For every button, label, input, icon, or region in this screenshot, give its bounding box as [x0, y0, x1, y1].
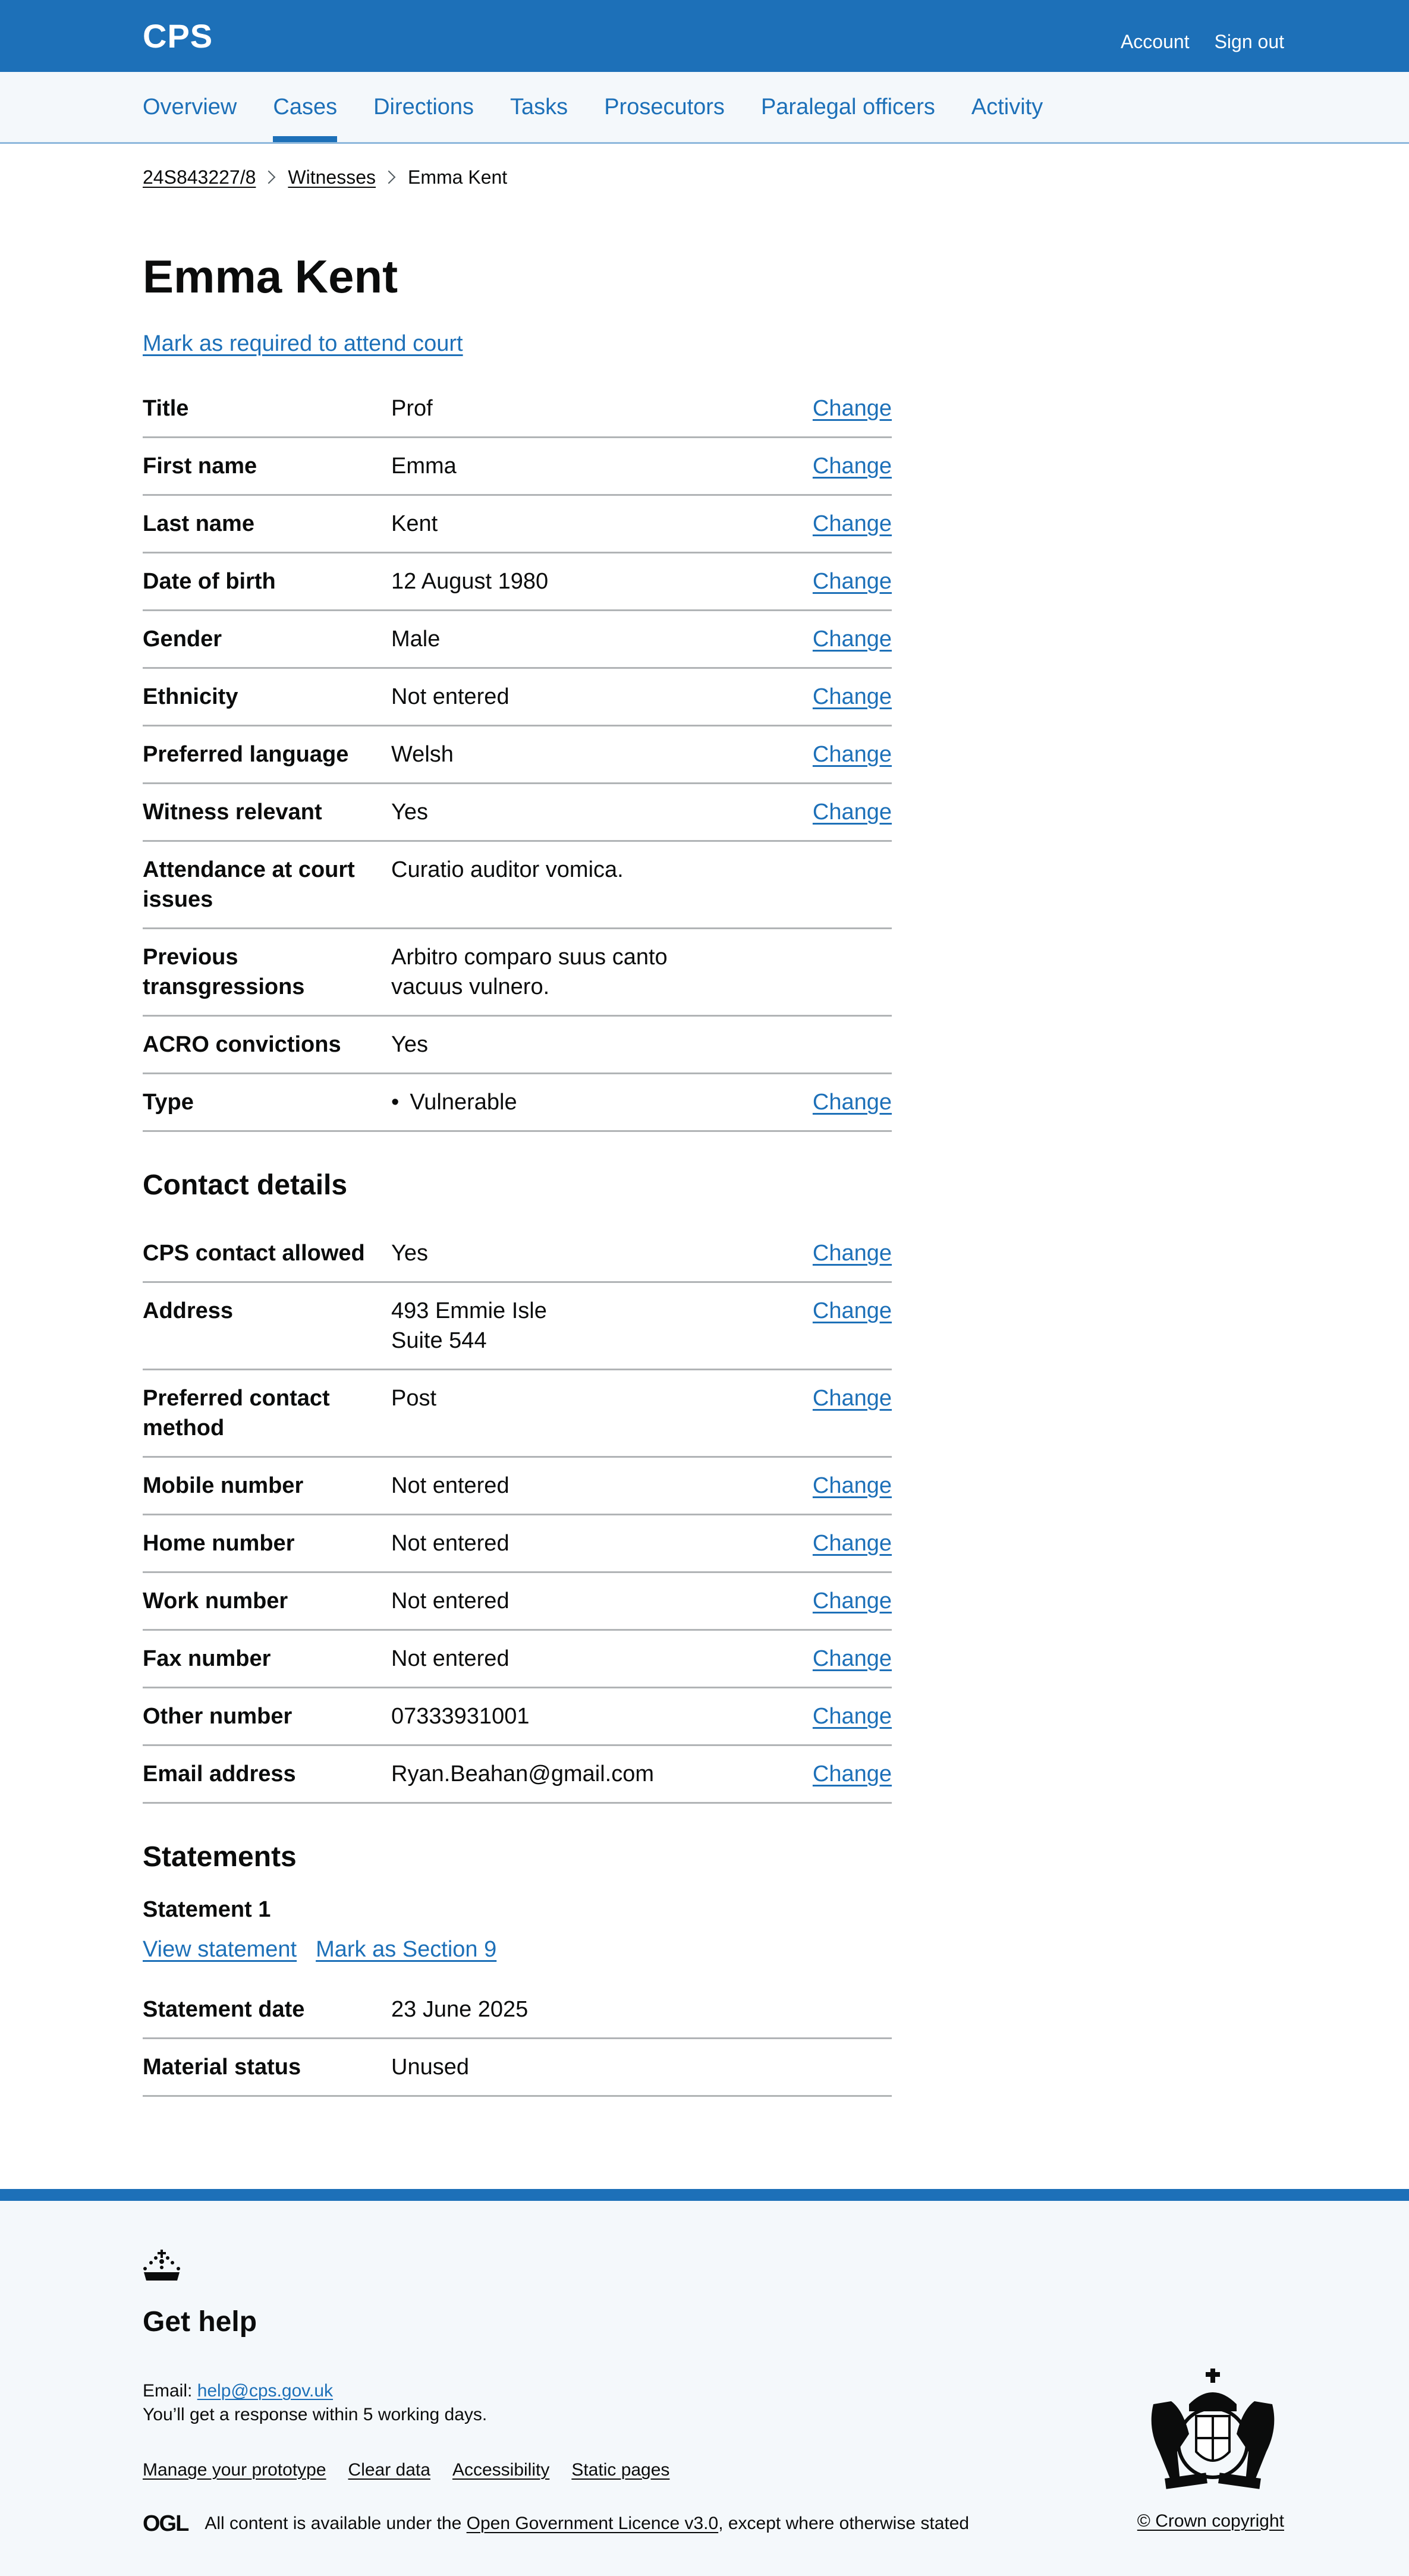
- nav-item-overview[interactable]: [143, 72, 237, 142]
- row-key: Date of birth: [143, 568, 276, 594]
- row-value: Not entered: [391, 1473, 509, 1498]
- change-preferred-language-link[interactable]: Change: [812, 741, 892, 767]
- row-value: 12 August 1980: [391, 568, 549, 594]
- view-statement-link[interactable]: View statement: [143, 1936, 297, 1962]
- statements-heading: Statements: [143, 1841, 297, 1873]
- nav-item-cases[interactable]: [273, 72, 337, 142]
- change-title-link[interactable]: Change: [812, 395, 892, 421]
- row-key: Mobile number: [143, 1473, 304, 1498]
- change-witness-relevant-link[interactable]: Change: [812, 799, 892, 825]
- summary-row-gender: [143, 611, 892, 669]
- primary-navigation: [0, 72, 1409, 144]
- nav-item-paralegal-officers[interactable]: [761, 72, 935, 142]
- header-account-links: [1121, 31, 1284, 53]
- ogl-logo-icon: OGL: [143, 2511, 188, 2536]
- nav-item-tasks[interactable]: [510, 72, 568, 142]
- summary-row-preferred-contact-method: [143, 1370, 892, 1458]
- row-value: [391, 1296, 797, 1355]
- change-address-link[interactable]: Change: [812, 1298, 892, 1323]
- summary-row-fax-number: [143, 1631, 892, 1688]
- licence-prefix: All content is available under the: [205, 2514, 462, 2534]
- change-preferred-contact-method-link[interactable]: Change: [812, 1385, 892, 1411]
- row-key: Gender: [143, 626, 222, 652]
- row-key: Last name: [143, 511, 254, 536]
- row-value: Welsh: [391, 741, 454, 767]
- change-other-number-link[interactable]: Change: [812, 1703, 892, 1729]
- row-key: Preferred contact method: [143, 1385, 330, 1440]
- accessibility-link[interactable]: Accessibility: [452, 2459, 550, 2480]
- summary-row-work-number: [143, 1573, 892, 1631]
- breadcrumb: [143, 162, 892, 192]
- change-gender-link[interactable]: Change: [812, 626, 892, 652]
- row-key: Ethnicity: [143, 684, 238, 709]
- summary-row-attendance-issues: [143, 842, 892, 929]
- change-work-number-link[interactable]: Change: [812, 1588, 892, 1613]
- row-value: Not entered: [391, 1530, 509, 1556]
- row-value: Emma: [391, 453, 457, 479]
- account-link[interactable]: Account: [1120, 31, 1190, 52]
- change-type-link[interactable]: Change: [812, 1089, 892, 1115]
- row-value: Prof: [391, 395, 433, 421]
- row-key: Attendance at court issues: [143, 857, 355, 912]
- row-value: Unused: [391, 2054, 469, 2080]
- crown-copyright-link[interactable]: © Crown copyright: [1137, 2511, 1284, 2531]
- chevron-right-icon: [382, 171, 396, 184]
- clear-data-link[interactable]: Clear data: [348, 2459, 430, 2480]
- row-key: ACRO convictions: [143, 1031, 341, 1057]
- crown-copyright: [1137, 2511, 1284, 2531]
- statement-title: Statement 1: [143, 1896, 271, 1922]
- summary-row-preferred-language: [143, 726, 892, 784]
- row-key: Email address: [143, 1761, 296, 1786]
- open-government-licence-link[interactable]: Open Government Licence v3.0: [466, 2514, 719, 2534]
- row-key: Title: [143, 395, 189, 421]
- row-key: Type: [143, 1089, 194, 1115]
- row-key: Previous transgressions: [143, 944, 305, 999]
- sign-out-link[interactable]: Sign out: [1214, 31, 1284, 52]
- nav-link-tasks[interactable]: Tasks: [510, 94, 568, 119]
- statement-card: [143, 1897, 892, 2097]
- change-mobile-number-link[interactable]: Change: [812, 1473, 892, 1498]
- address-line-2: Suite 544: [391, 1328, 487, 1353]
- change-cps-contact-allowed-link[interactable]: Change: [812, 1240, 892, 1266]
- row-value: [391, 942, 797, 1002]
- site-footer: [0, 2189, 1409, 2576]
- row-value: Ryan.Beahan@gmail.com: [391, 1761, 655, 1786]
- summary-row-email-address: [143, 1746, 892, 1804]
- row-value: Post: [391, 1385, 437, 1411]
- site-header: [0, 0, 1409, 72]
- row-key: Statement date: [143, 1996, 305, 2022]
- breadcrumb-current: Emma Kent: [408, 166, 508, 188]
- summary-row-material-status: [143, 2039, 892, 2097]
- row-value: Not entered: [391, 1646, 509, 1671]
- row-value: [391, 1087, 797, 1117]
- address-line-1: 493 Emmie Isle: [391, 1298, 547, 1323]
- summary-row-ethnicity: [143, 669, 892, 726]
- row-value: Kent: [391, 511, 438, 536]
- summary-row-address: [143, 1283, 892, 1370]
- row-key: Material status: [143, 2054, 301, 2080]
- summary-row-other-number: [143, 1688, 892, 1746]
- cps-logo[interactable]: CPS: [143, 17, 213, 55]
- help-contact: [143, 2379, 487, 2427]
- witness-details-summary: [143, 380, 892, 1132]
- summary-row-home-number: [143, 1515, 892, 1573]
- main-content: [0, 162, 892, 2097]
- response-note: You’ll get a response within 5 working days.: [143, 2404, 488, 2424]
- page-title: Emma Kent: [143, 250, 398, 303]
- chevron-right-icon: [262, 171, 276, 184]
- summary-row-cps-contact-allowed: [143, 1225, 892, 1283]
- row-value: Not entered: [391, 1588, 509, 1613]
- nav-link-prosecutors[interactable]: Prosecutors: [604, 94, 725, 119]
- summary-row-last-name: [143, 496, 892, 553]
- row-key: Other number: [143, 1703, 293, 1729]
- email-label: Email:: [143, 2380, 197, 2401]
- row-key: Home number: [143, 1530, 295, 1556]
- change-first-name-link[interactable]: Change: [812, 453, 892, 479]
- row-key: First name: [143, 453, 257, 479]
- summary-row-first-name: [143, 438, 892, 496]
- nav-link-activity[interactable]: Activity: [971, 94, 1043, 119]
- nav-link-directions[interactable]: Directions: [373, 94, 474, 119]
- nav-link-paralegal-officers[interactable]: Paralegal officers: [760, 94, 935, 119]
- get-help-heading: Get help: [143, 2305, 257, 2338]
- change-fax-number-link[interactable]: Change: [812, 1646, 892, 1671]
- change-email-address-link[interactable]: Change: [812, 1761, 892, 1786]
- statement-actions: [143, 1937, 892, 1962]
- row-key: Work number: [143, 1588, 288, 1613]
- row-value: Yes: [391, 1240, 428, 1266]
- static-pages-link[interactable]: Static pages: [571, 2459, 670, 2480]
- row-value: Yes: [391, 799, 428, 825]
- row-value: 07333931001: [391, 1703, 530, 1729]
- licence-suffix: , except where otherwise stated: [718, 2514, 970, 2534]
- summary-row-acro-convictions: [143, 1017, 892, 1074]
- row-value: Curatio auditor vomica.: [391, 857, 624, 882]
- row-value: Male: [391, 626, 441, 652]
- help-email-link[interactable]: help@cps.gov.uk: [197, 2380, 334, 2401]
- nav-item-prosecutors[interactable]: [604, 72, 725, 142]
- row-key: Preferred language: [143, 741, 349, 767]
- summary-row-witness-relevant: [143, 784, 892, 842]
- footer-links: [143, 2460, 669, 2480]
- row-key: Witness relevant: [143, 799, 322, 825]
- summary-row-date-of-birth: [143, 553, 892, 611]
- nav-item-activity[interactable]: [971, 72, 1043, 142]
- row-value-text: Arbitro comparo suus canto vacuus vulnero.: [391, 944, 668, 999]
- change-ethnicity-link[interactable]: Change: [812, 684, 892, 709]
- statement-summary: [143, 1986, 892, 2097]
- royal-coat-of-arms-icon: [1141, 2369, 1284, 2493]
- change-home-number-link[interactable]: Change: [812, 1530, 892, 1556]
- summary-row-type: [143, 1074, 892, 1132]
- row-value: Not entered: [391, 684, 509, 709]
- row-value: 23 June 2025: [391, 1996, 529, 2022]
- mark-required-to-attend-court-link[interactable]: Mark as required to attend court: [143, 331, 463, 356]
- manage-prototype-link[interactable]: Manage your prototype: [143, 2459, 326, 2480]
- nav-link-overview[interactable]: Overview: [143, 94, 237, 119]
- mark-as-section-9-link[interactable]: Mark as Section 9: [316, 1936, 497, 1962]
- row-key: Fax number: [143, 1646, 271, 1671]
- type-list-item: • Vulnerable: [391, 1087, 797, 1117]
- contact-details-heading: Contact details: [143, 1169, 348, 1201]
- nav-link-cases[interactable]: Cases: [273, 94, 338, 119]
- summary-row-previous-transgressions: [143, 929, 892, 1017]
- row-value: Yes: [391, 1031, 428, 1057]
- nav-item-directions[interactable]: [373, 72, 474, 142]
- summary-row-title: [143, 380, 892, 438]
- change-last-name-link[interactable]: Change: [812, 511, 892, 536]
- change-date-of-birth-link[interactable]: Change: [812, 568, 892, 594]
- row-key: Address: [143, 1298, 234, 1323]
- crown-icon: [143, 2250, 181, 2283]
- contact-details-summary: [143, 1225, 892, 1804]
- summary-row-mobile-number: [143, 1458, 892, 1515]
- row-key: CPS contact allowed: [143, 1240, 365, 1266]
- breadcrumb-case-link[interactable]: 24S843227/8: [143, 166, 256, 188]
- breadcrumb-witnesses-link[interactable]: Witnesses: [288, 166, 376, 188]
- licence-notice: [143, 2511, 969, 2537]
- summary-row-statement-date: [143, 1986, 892, 2039]
